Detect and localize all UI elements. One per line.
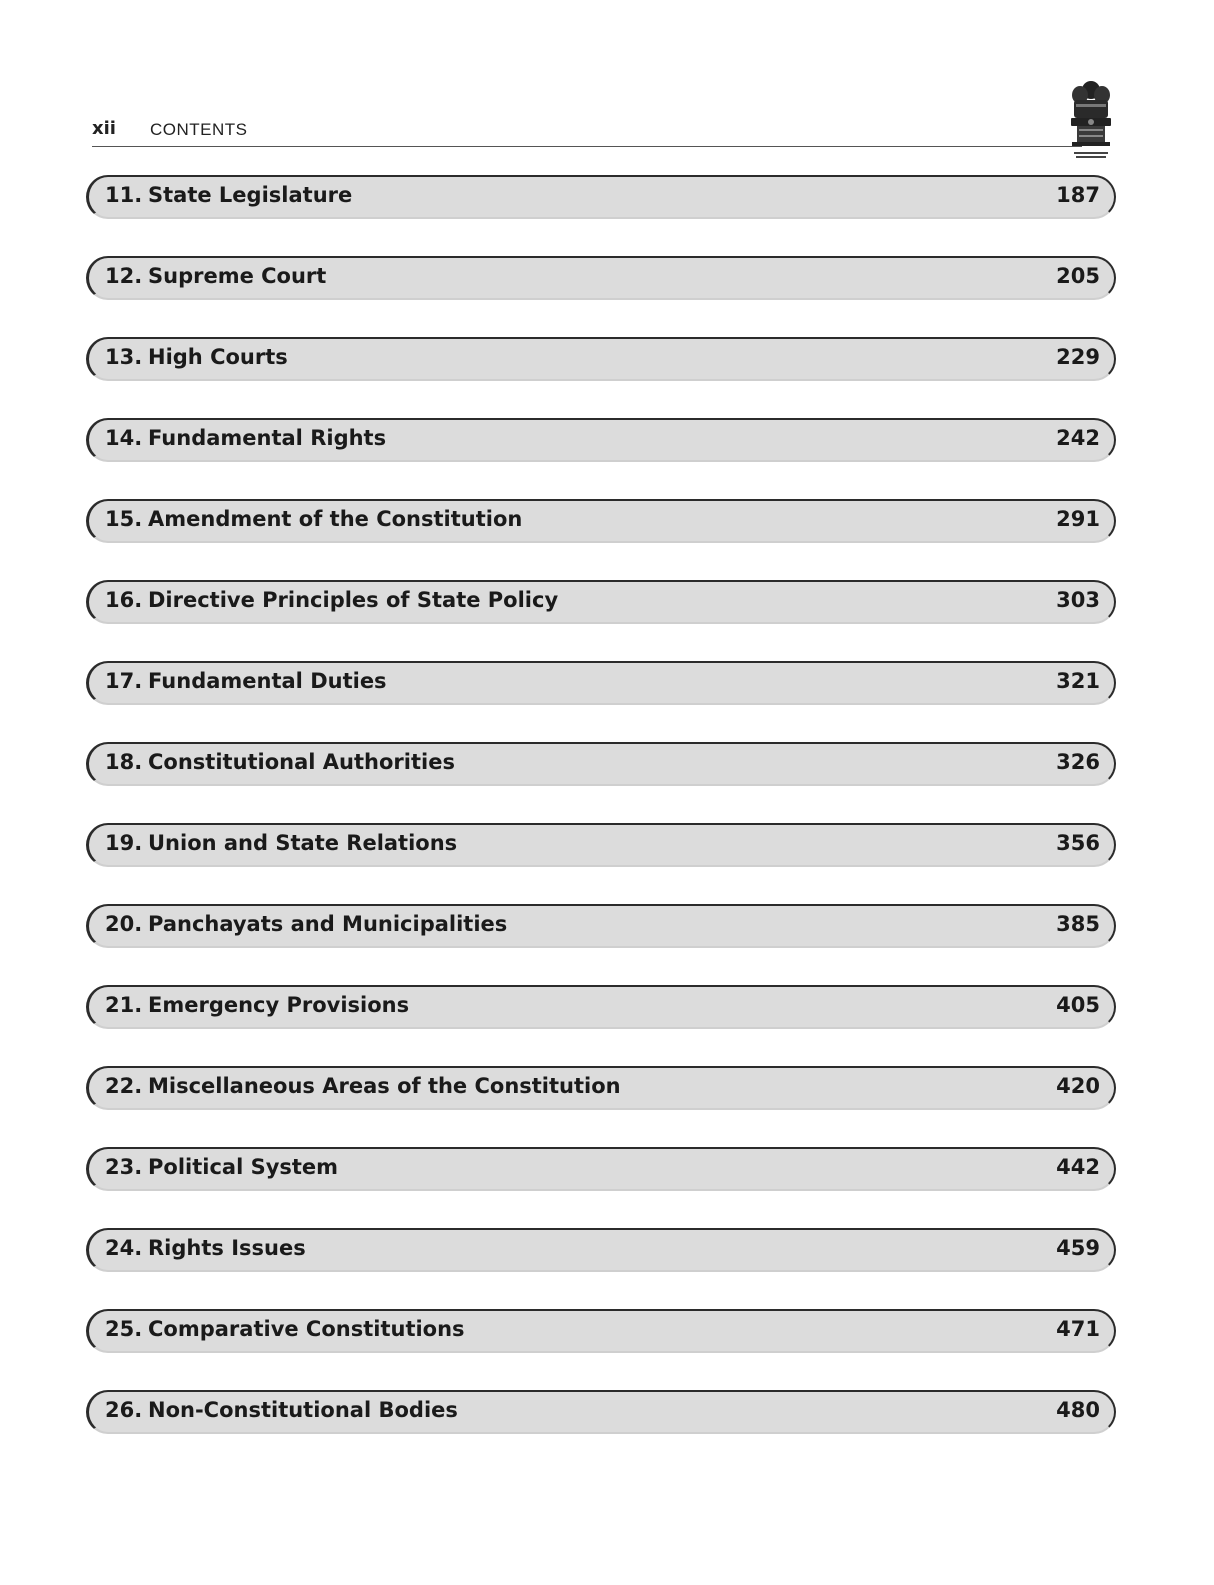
toc-entry-number: 22. [105, 1074, 143, 1098]
toc-entry[interactable] [86, 823, 1116, 867]
toc-entry[interactable] [86, 1390, 1116, 1434]
toc-entry-number: 19. [105, 831, 143, 855]
toc-entry-number: 20. [105, 912, 143, 936]
toc-entry[interactable] [86, 418, 1116, 462]
toc-entry-title: Emergency Provisions [148, 993, 410, 1017]
toc-entry-number: 12. [105, 264, 143, 288]
toc-entry-number: 15. [105, 507, 143, 531]
toc-entry-page: 242 [1056, 426, 1100, 450]
toc-entry-page: 420 [1056, 1074, 1100, 1098]
toc-entry-page: 442 [1056, 1155, 1100, 1179]
toc-entry-title: Supreme Court [148, 264, 327, 288]
toc-entry-number: 21. [105, 993, 143, 1017]
toc-entry[interactable] [86, 1147, 1116, 1191]
toc-entry-title: Fundamental Rights [148, 426, 387, 450]
toc-entry-page: 187 [1056, 183, 1100, 207]
toc-entry[interactable] [86, 985, 1116, 1029]
toc-entry-page: 291 [1056, 507, 1100, 531]
toc-entry-title: State Legislature [148, 183, 353, 207]
toc-entry-page: 356 [1056, 831, 1100, 855]
national-emblem-icon [1066, 78, 1116, 164]
toc-entry-number: 17. [105, 669, 143, 693]
toc-entry-title: Comparative Constitutions [148, 1317, 465, 1341]
page-header [92, 112, 1082, 147]
toc-entry[interactable] [86, 904, 1116, 948]
toc-entry[interactable] [86, 1228, 1116, 1272]
toc-entry-page: 303 [1056, 588, 1100, 612]
toc-entry-page: 385 [1056, 912, 1100, 936]
toc-entry-title: Panchayats and Municipalities [148, 912, 508, 936]
toc-entry-title: Miscellaneous Areas of the Constitution [148, 1074, 621, 1098]
toc-entry-number: 11. [105, 183, 143, 207]
toc-entry-number: 25. [105, 1317, 143, 1341]
table-of-contents [86, 175, 1116, 1471]
toc-entry[interactable] [86, 175, 1116, 219]
toc-entry-page: 405 [1056, 993, 1100, 1017]
toc-entry-number: 14. [105, 426, 143, 450]
toc-entry-number: 24. [105, 1236, 143, 1260]
toc-entry-number: 13. [105, 345, 143, 369]
toc-entry-page: 321 [1056, 669, 1100, 693]
page-number: xii [92, 118, 116, 139]
toc-entry[interactable] [86, 580, 1116, 624]
toc-entry-page: 471 [1056, 1317, 1100, 1341]
toc-entry[interactable] [86, 337, 1116, 381]
toc-entry-number: 23. [105, 1155, 143, 1179]
toc-entry-page: 459 [1056, 1236, 1100, 1260]
toc-entry[interactable] [86, 1066, 1116, 1110]
toc-entry-title: Constitutional Authorities [148, 750, 455, 774]
toc-entry-page: 205 [1056, 264, 1100, 288]
toc-entry-page: 326 [1056, 750, 1100, 774]
section-title: CONTENTS [150, 120, 248, 139]
toc-entry-title: Amendment of the Constitution [148, 507, 523, 531]
toc-entry[interactable] [86, 661, 1116, 705]
toc-entry-title: Union and State Relations [148, 831, 458, 855]
toc-entry-number: 26. [105, 1398, 143, 1422]
toc-entry[interactable] [86, 742, 1116, 786]
toc-entry-number: 16. [105, 588, 143, 612]
toc-entry-title: High Courts [148, 345, 288, 369]
toc-entry-title: Political System [148, 1155, 339, 1179]
toc-entry[interactable] [86, 256, 1116, 300]
toc-entry-title: Directive Principles of State Policy [148, 588, 559, 612]
toc-entry-title: Non-Constitutional Bodies [148, 1398, 458, 1422]
toc-entry-page: 229 [1056, 345, 1100, 369]
toc-entry[interactable] [86, 499, 1116, 543]
toc-entry[interactable] [86, 1309, 1116, 1353]
toc-entry-page: 480 [1056, 1398, 1100, 1422]
toc-entry-number: 18. [105, 750, 143, 774]
toc-entry-title: Rights Issues [148, 1236, 306, 1260]
toc-entry-title: Fundamental Duties [148, 669, 387, 693]
